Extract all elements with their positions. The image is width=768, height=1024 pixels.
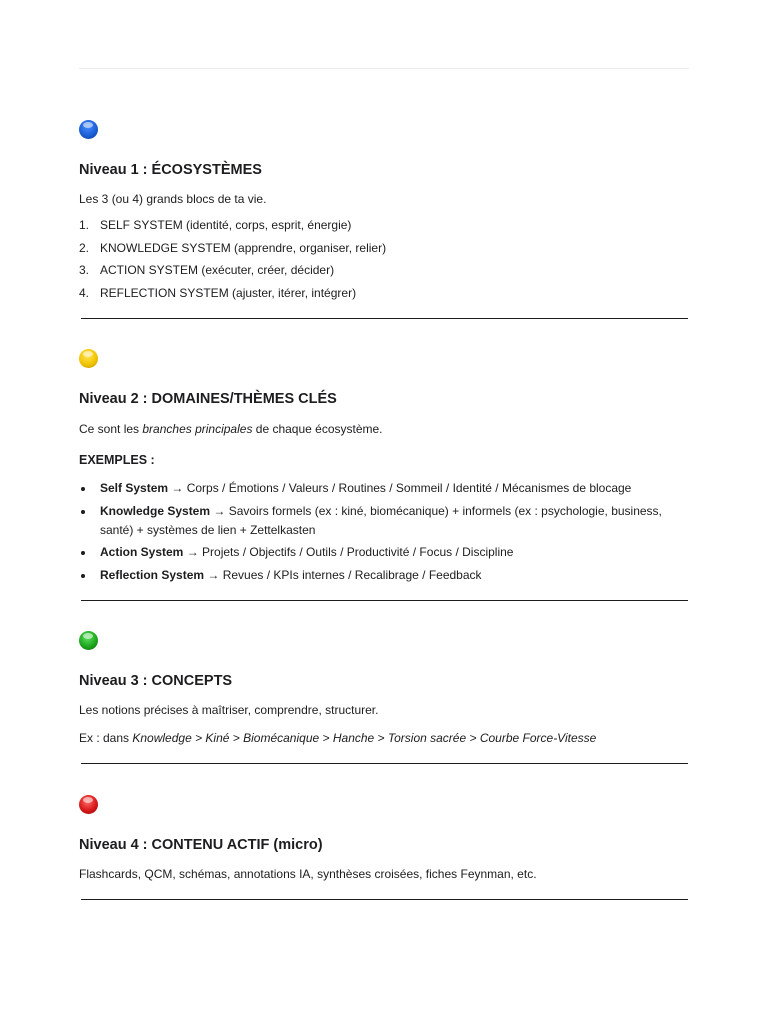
list-item: Self System → Corps / Émotions / Valeurs / Routines / Sommeil / Identité / Mécanismes de blocage [79,479,689,498]
examples-label: EXEMPLES : [79,453,155,467]
level-3-example: Ex : dans Knowledge > Kiné > Biomécanique > Hanche > Torsion sacrée > Courbe Force-Vitesse [79,731,597,745]
list-item: 1. SELF SYSTEM (identité, corps, esprit, énergie) [79,218,352,232]
level-2-title: Niveau 2 : DOMAINES/THÈMES CLÉS [79,391,337,407]
list-item: 3. ACTION SYSTEM (exécuter, créer, décider) [79,263,335,277]
level-4-title: Niveau 4 : CONTENU ACTIF (micro) [79,837,323,853]
green-circle-icon [79,631,98,650]
list-item: 2. KNOWLEDGE SYSTEM (apprendre, organiser, relier) [79,240,387,255]
top-divider [79,68,689,69]
list-item: Action System → Projets / Objectifs / Outils / Productivité / Focus / Discipline [79,543,689,562]
blue-circle-icon [79,120,98,139]
section-divider [81,600,688,601]
level-1-intro: Les 3 (ou 4) grands blocs de ta vie. [79,192,267,206]
level-2-intro: Ce sont les branches principales de chaque écosystème. [79,422,383,436]
level-1-title: Niveau 1 : ÉCOSYSTÈMES [79,162,262,178]
red-circle-icon [79,795,98,814]
section-divider [81,899,688,900]
list-item: Reflection System → Revues / KPIs internes / Recalibrage / Feedback [79,566,689,585]
yellow-circle-icon [79,349,98,368]
list-item: Knowledge System → Savoirs formels (ex : kiné, biomécanique) + informels (ex : psychologie, business, santé) + systèmes de lien + Zettelkasten [79,502,689,540]
level-3-title: Niveau 3 : CONCEPTS [79,673,233,689]
section-divider [81,763,688,764]
list-item: 4. REFLECTION SYSTEM (ajuster, itérer, intégrer) [79,285,357,300]
level-2-list [79,479,689,588]
level-4-intro: Flashcards, QCM, schémas, annotations IA, synthèses croisées, fiches Feynman, etc. [79,867,537,881]
level-3-intro: Les notions précises à maîtriser, comprendre, structurer. [79,703,379,717]
level-1-list [79,216,689,306]
section-divider [81,318,688,319]
